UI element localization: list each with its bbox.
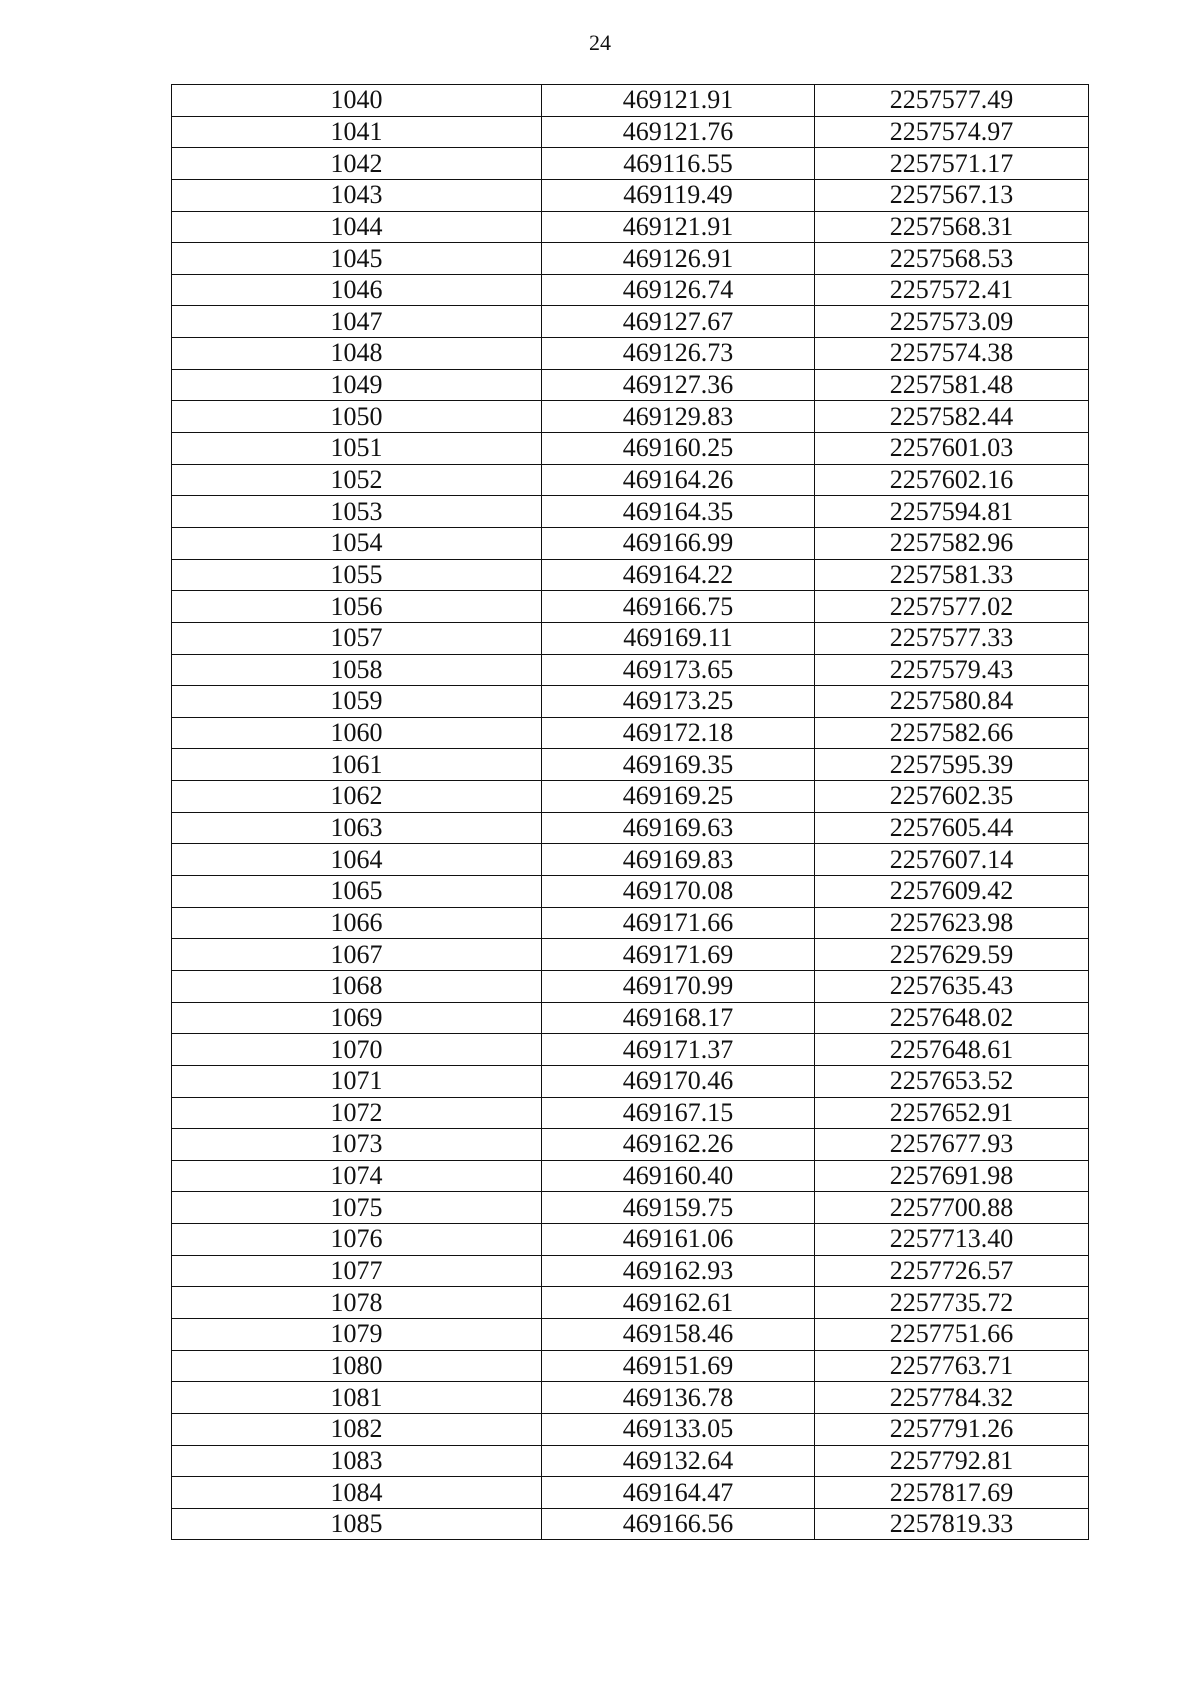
- x-coordinate-cell: 469171.66: [542, 907, 815, 939]
- y-coordinate-cell: 2257817.69: [815, 1477, 1089, 1509]
- y-coordinate-cell: 2257791.26: [815, 1413, 1089, 1445]
- x-coordinate-cell: 469167.15: [542, 1097, 815, 1129]
- x-coordinate-cell: 469133.05: [542, 1413, 815, 1445]
- table-row: [172, 274, 1089, 306]
- y-coordinate-cell: 2257653.52: [815, 1065, 1089, 1097]
- x-coordinate-cell: 469171.69: [542, 939, 815, 971]
- table-row: [172, 401, 1089, 433]
- point-number-cell: 1064: [172, 844, 542, 876]
- x-coordinate-cell: 469169.25: [542, 781, 815, 813]
- table-row: [172, 844, 1089, 876]
- y-coordinate-cell: 2257652.91: [815, 1097, 1089, 1129]
- y-coordinate-cell: 2257580.84: [815, 686, 1089, 718]
- table-row: [172, 1508, 1089, 1540]
- y-coordinate-cell: 2257567.13: [815, 179, 1089, 211]
- y-coordinate-cell: 2257602.16: [815, 464, 1089, 496]
- table-row: [172, 527, 1089, 559]
- point-number-cell: 1074: [172, 1160, 542, 1192]
- table-row: [172, 654, 1089, 686]
- y-coordinate-cell: 2257819.33: [815, 1508, 1089, 1540]
- y-coordinate-cell: 2257595.39: [815, 749, 1089, 781]
- y-coordinate-cell: 2257582.44: [815, 401, 1089, 433]
- table-row: [172, 686, 1089, 718]
- table-row: [172, 496, 1089, 528]
- table-row: [172, 369, 1089, 401]
- point-number-cell: 1079: [172, 1318, 542, 1350]
- point-number-cell: 1050: [172, 401, 542, 433]
- x-coordinate-cell: 469119.49: [542, 179, 815, 211]
- point-number-cell: 1060: [172, 717, 542, 749]
- point-number-cell: 1075: [172, 1192, 542, 1224]
- table-row: [172, 1129, 1089, 1161]
- point-number-cell: 1076: [172, 1224, 542, 1256]
- x-coordinate-cell: 469164.26: [542, 464, 815, 496]
- table-row: [172, 1413, 1089, 1445]
- point-number-cell: 1069: [172, 1002, 542, 1034]
- x-coordinate-cell: 469136.78: [542, 1382, 815, 1414]
- y-coordinate-cell: 2257629.59: [815, 939, 1089, 971]
- y-coordinate-cell: 2257751.66: [815, 1318, 1089, 1350]
- point-number-cell: 1054: [172, 527, 542, 559]
- point-number-cell: 1053: [172, 496, 542, 528]
- point-number-cell: 1052: [172, 464, 542, 496]
- x-coordinate-cell: 469116.55: [542, 148, 815, 180]
- table-row: [172, 1477, 1089, 1509]
- point-number-cell: 1083: [172, 1445, 542, 1477]
- coordinates-table-body: [172, 85, 1089, 1540]
- y-coordinate-cell: 2257571.17: [815, 148, 1089, 180]
- point-number-cell: 1084: [172, 1477, 542, 1509]
- x-coordinate-cell: 469172.18: [542, 717, 815, 749]
- point-number-cell: 1078: [172, 1287, 542, 1319]
- table-row: [172, 1445, 1089, 1477]
- x-coordinate-cell: 469170.46: [542, 1065, 815, 1097]
- point-number-cell: 1082: [172, 1413, 542, 1445]
- y-coordinate-cell: 2257581.33: [815, 559, 1089, 591]
- x-coordinate-cell: 469129.83: [542, 401, 815, 433]
- point-number-cell: 1071: [172, 1065, 542, 1097]
- table-row: [172, 591, 1089, 623]
- table-row: [172, 970, 1089, 1002]
- point-number-cell: 1072: [172, 1097, 542, 1129]
- y-coordinate-cell: 2257581.48: [815, 369, 1089, 401]
- y-coordinate-cell: 2257607.14: [815, 844, 1089, 876]
- x-coordinate-cell: 469173.65: [542, 654, 815, 686]
- point-number-cell: 1047: [172, 306, 542, 338]
- table-row: [172, 1097, 1089, 1129]
- table-row: [172, 211, 1089, 243]
- x-coordinate-cell: 469164.22: [542, 559, 815, 591]
- point-number-cell: 1061: [172, 749, 542, 781]
- page-number: 24: [589, 30, 611, 55]
- point-number-cell: 1044: [172, 211, 542, 243]
- y-coordinate-cell: 2257568.53: [815, 243, 1089, 275]
- point-number-cell: 1058: [172, 654, 542, 686]
- y-coordinate-cell: 2257579.43: [815, 654, 1089, 686]
- y-coordinate-cell: 2257648.61: [815, 1034, 1089, 1066]
- table-row: [172, 1224, 1089, 1256]
- x-coordinate-cell: 469126.91: [542, 243, 815, 275]
- x-coordinate-cell: 469170.08: [542, 876, 815, 908]
- table-row: [172, 907, 1089, 939]
- x-coordinate-cell: 469121.91: [542, 85, 815, 117]
- point-number-cell: 1043: [172, 179, 542, 211]
- table-row: [172, 148, 1089, 180]
- point-number-cell: 1081: [172, 1382, 542, 1414]
- table-row: [172, 85, 1089, 117]
- y-coordinate-cell: 2257574.97: [815, 116, 1089, 148]
- y-coordinate-cell: 2257691.98: [815, 1160, 1089, 1192]
- x-coordinate-cell: 469159.75: [542, 1192, 815, 1224]
- point-number-cell: 1048: [172, 338, 542, 370]
- table-row: [172, 717, 1089, 749]
- point-number-cell: 1062: [172, 781, 542, 813]
- point-number-cell: 1046: [172, 274, 542, 306]
- x-coordinate-cell: 469164.47: [542, 1477, 815, 1509]
- table-row: [172, 1350, 1089, 1382]
- coordinates-table: [171, 84, 1089, 1540]
- table-row: [172, 1318, 1089, 1350]
- table-row: [172, 1002, 1089, 1034]
- y-coordinate-cell: 2257623.98: [815, 907, 1089, 939]
- point-number-cell: 1042: [172, 148, 542, 180]
- x-coordinate-cell: 469166.75: [542, 591, 815, 623]
- point-number-cell: 1065: [172, 876, 542, 908]
- y-coordinate-cell: 2257677.93: [815, 1129, 1089, 1161]
- y-coordinate-cell: 2257792.81: [815, 1445, 1089, 1477]
- y-coordinate-cell: 2257605.44: [815, 812, 1089, 844]
- x-coordinate-cell: 469164.35: [542, 496, 815, 528]
- table-row: [172, 749, 1089, 781]
- x-coordinate-cell: 469173.25: [542, 686, 815, 718]
- table-row: [172, 781, 1089, 813]
- point-number-cell: 1040: [172, 85, 542, 117]
- table-row: [172, 1255, 1089, 1287]
- point-number-cell: 1041: [172, 116, 542, 148]
- table-row: [172, 1192, 1089, 1224]
- table-row: [172, 116, 1089, 148]
- y-coordinate-cell: 2257594.81: [815, 496, 1089, 528]
- x-coordinate-cell: 469169.63: [542, 812, 815, 844]
- table-row: [172, 1382, 1089, 1414]
- table-row: [172, 1287, 1089, 1319]
- x-coordinate-cell: 469170.99: [542, 970, 815, 1002]
- y-coordinate-cell: 2257568.31: [815, 211, 1089, 243]
- x-coordinate-cell: 469127.36: [542, 369, 815, 401]
- point-number-cell: 1055: [172, 559, 542, 591]
- point-number-cell: 1045: [172, 243, 542, 275]
- table-row: [172, 338, 1089, 370]
- point-number-cell: 1073: [172, 1129, 542, 1161]
- y-coordinate-cell: 2257635.43: [815, 970, 1089, 1002]
- point-number-cell: 1063: [172, 812, 542, 844]
- x-coordinate-cell: 469151.69: [542, 1350, 815, 1382]
- table-row: [172, 939, 1089, 971]
- x-coordinate-cell: 469121.91: [542, 211, 815, 243]
- x-coordinate-cell: 469162.93: [542, 1255, 815, 1287]
- y-coordinate-cell: 2257648.02: [815, 1002, 1089, 1034]
- x-coordinate-cell: 469126.73: [542, 338, 815, 370]
- y-coordinate-cell: 2257572.41: [815, 274, 1089, 306]
- table-row: [172, 622, 1089, 654]
- y-coordinate-cell: 2257602.35: [815, 781, 1089, 813]
- x-coordinate-cell: 469162.61: [542, 1287, 815, 1319]
- table-row: [172, 306, 1089, 338]
- table-row: [172, 876, 1089, 908]
- y-coordinate-cell: 2257700.88: [815, 1192, 1089, 1224]
- x-coordinate-cell: 469166.56: [542, 1508, 815, 1540]
- point-number-cell: 1056: [172, 591, 542, 623]
- y-coordinate-cell: 2257577.02: [815, 591, 1089, 623]
- y-coordinate-cell: 2257582.66: [815, 717, 1089, 749]
- x-coordinate-cell: 469160.40: [542, 1160, 815, 1192]
- y-coordinate-cell: 2257577.33: [815, 622, 1089, 654]
- x-coordinate-cell: 469158.46: [542, 1318, 815, 1350]
- x-coordinate-cell: 469126.74: [542, 274, 815, 306]
- point-number-cell: 1068: [172, 970, 542, 1002]
- x-coordinate-cell: 469169.83: [542, 844, 815, 876]
- y-coordinate-cell: 2257577.49: [815, 85, 1089, 117]
- point-number-cell: 1070: [172, 1034, 542, 1066]
- x-coordinate-cell: 469160.25: [542, 433, 815, 465]
- table-row: [172, 179, 1089, 211]
- point-number-cell: 1059: [172, 686, 542, 718]
- table-row: [172, 433, 1089, 465]
- x-coordinate-cell: 469161.06: [542, 1224, 815, 1256]
- table-row: [172, 464, 1089, 496]
- y-coordinate-cell: 2257735.72: [815, 1287, 1089, 1319]
- x-coordinate-cell: 469166.99: [542, 527, 815, 559]
- point-number-cell: 1057: [172, 622, 542, 654]
- x-coordinate-cell: 469168.17: [542, 1002, 815, 1034]
- x-coordinate-cell: 469121.76: [542, 116, 815, 148]
- y-coordinate-cell: 2257609.42: [815, 876, 1089, 908]
- y-coordinate-cell: 2257784.32: [815, 1382, 1089, 1414]
- x-coordinate-cell: 469127.67: [542, 306, 815, 338]
- table-row: [172, 812, 1089, 844]
- x-coordinate-cell: 469132.64: [542, 1445, 815, 1477]
- point-number-cell: 1077: [172, 1255, 542, 1287]
- table-row: [172, 559, 1089, 591]
- table-row: [172, 1065, 1089, 1097]
- point-number-cell: 1085: [172, 1508, 542, 1540]
- point-number-cell: 1049: [172, 369, 542, 401]
- table-row: [172, 1160, 1089, 1192]
- y-coordinate-cell: 2257574.38: [815, 338, 1089, 370]
- x-coordinate-cell: 469169.11: [542, 622, 815, 654]
- point-number-cell: 1066: [172, 907, 542, 939]
- y-coordinate-cell: 2257713.40: [815, 1224, 1089, 1256]
- table-row: [172, 243, 1089, 275]
- y-coordinate-cell: 2257573.09: [815, 306, 1089, 338]
- point-number-cell: 1067: [172, 939, 542, 971]
- point-number-cell: 1080: [172, 1350, 542, 1382]
- x-coordinate-cell: 469171.37: [542, 1034, 815, 1066]
- y-coordinate-cell: 2257582.96: [815, 527, 1089, 559]
- point-number-cell: 1051: [172, 433, 542, 465]
- x-coordinate-cell: 469162.26: [542, 1129, 815, 1161]
- x-coordinate-cell: 469169.35: [542, 749, 815, 781]
- table-row: [172, 1034, 1089, 1066]
- y-coordinate-cell: 2257763.71: [815, 1350, 1089, 1382]
- y-coordinate-cell: 2257726.57: [815, 1255, 1089, 1287]
- y-coordinate-cell: 2257601.03: [815, 433, 1089, 465]
